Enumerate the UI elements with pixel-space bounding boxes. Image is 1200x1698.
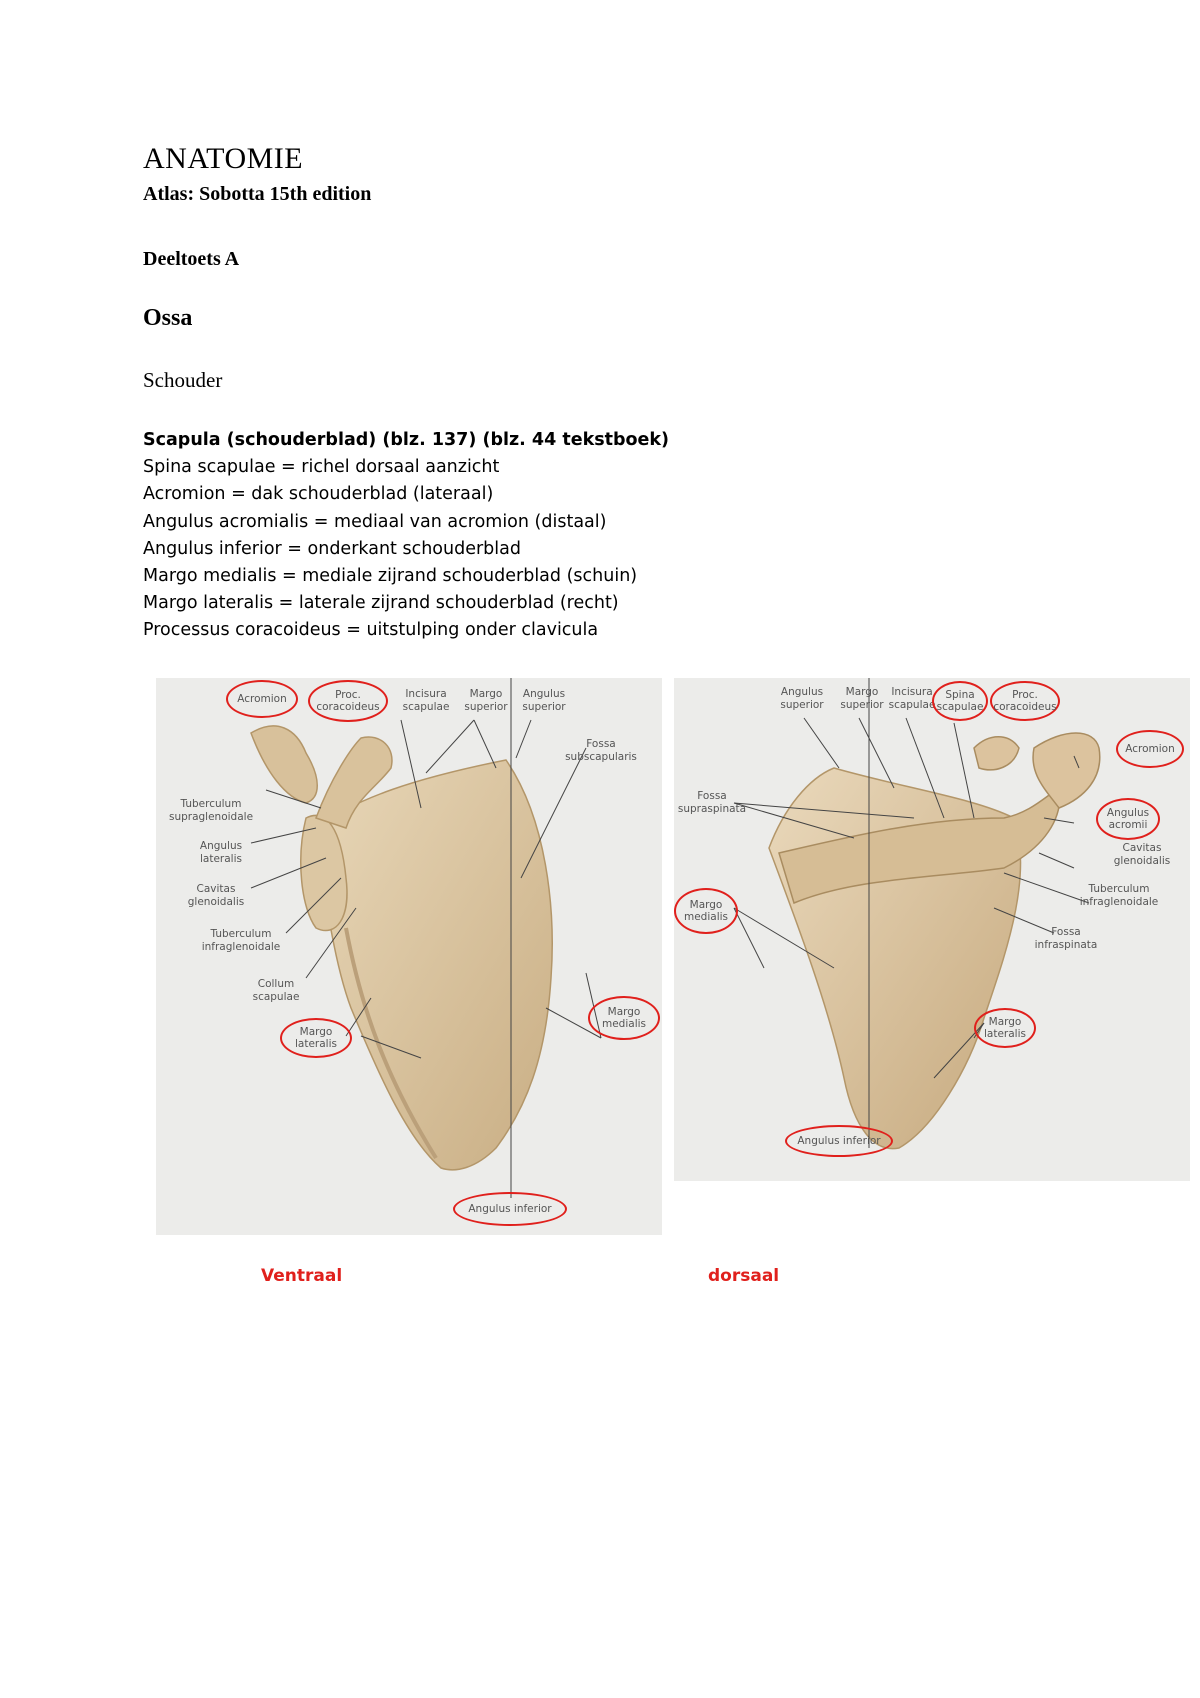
document-subtitle: Atlas: Sobotta 15th edition [143,183,372,205]
label-tuberculum-infraglenoidale: Tuberculum infraglenoidale [1079,883,1159,908]
label-angulus-acromii-circled: Angulus acromii [1096,798,1160,840]
note-line: Angulus inferior = onderkant schouderblad [143,538,521,559]
caption-ventraal: Ventraal [261,1266,343,1286]
label-tuberculum-infraglenoidale: Tuberculum infraglenoidale [201,928,281,953]
label-angulus-inferior-circled: Angulus inferior [785,1125,893,1157]
note-line: Angulus acromialis = mediaal van acromion (distaal) [143,511,607,532]
scapula-ventral-figure [156,678,662,1235]
label-proc-coracoideus-circled: Proc. coracoideus [990,681,1060,721]
label-angulus-inferior-circled: Angulus inferior [453,1192,567,1226]
note-line: Spina scapulae = richel dorsaal aanzicht [143,457,500,478]
note-line: Acromion = dak schouderblad (lateraal) [143,484,494,505]
subchapter-heading: Schouder [143,368,223,392]
label-margo-lateralis-circled: Margo lateralis [974,1008,1036,1048]
notes-heading: Scapula (schouderblad) (blz. 137) (blz. 44 tekstboek) [143,430,670,450]
scapula-dorsal-illustration [674,678,1190,1181]
section-heading: Deeltoets A [143,248,240,270]
note-line: Margo medialis = mediale zijrand schouderblad (schuin) [143,566,638,587]
label-angulus-lateralis: Angulus lateralis [199,840,243,865]
label-proc-coracoideus-circled: Proc. coracoideus [308,680,388,722]
note-line: Margo lateralis = laterale zijrand schouderblad (recht) [143,593,619,614]
label-cavitas-glenoidalis: Cavitas glenoidalis [1113,842,1171,867]
label-collum-scapulae: Collum scapulae [252,978,300,1003]
label-incisura-scapulae: Incisura scapulae [402,688,450,713]
label-angulus-superior: Angulus superior [780,686,824,711]
label-fossa-subscapularis: Fossa subscapularis [565,738,637,763]
label-angulus-superior: Angulus superior [522,688,566,713]
label-margo-medialis-circled: Margo medialis [588,996,660,1040]
label-margo-superior: Margo superior [840,686,884,711]
note-line: Processus coracoideus = uitstulping onder clavicula [143,620,599,641]
label-acromion-circled: Acromion [1116,730,1184,768]
chapter-heading: Ossa [143,305,193,331]
label-fossa-supraspinata: Fossa supraspinata [677,790,747,815]
label-margo-lateralis-circled: Margo lateralis [280,1018,352,1058]
label-spina-scapulae-circled: Spina scapulae [932,681,988,721]
label-incisura-scapulae: Incisura scapulae [888,686,936,711]
label-margo-superior: Margo superior [464,688,508,713]
scapula-dorsal-figure [674,678,1190,1181]
caption-dorsaal: dorsaal [708,1266,780,1286]
label-cavitas-glenoidalis: Cavitas glenoidalis [187,883,245,908]
label-tuberculum-supraglenoidale: Tuberculum supraglenoidale [168,798,254,823]
document-title: ANATOMIE [143,142,304,175]
label-margo-medialis-circled: Margo medialis [674,888,738,934]
notes-block [143,427,669,645]
label-acromion-circled: Acromion [226,680,298,718]
label-fossa-infraspinata: Fossa infraspinata [1034,926,1098,951]
